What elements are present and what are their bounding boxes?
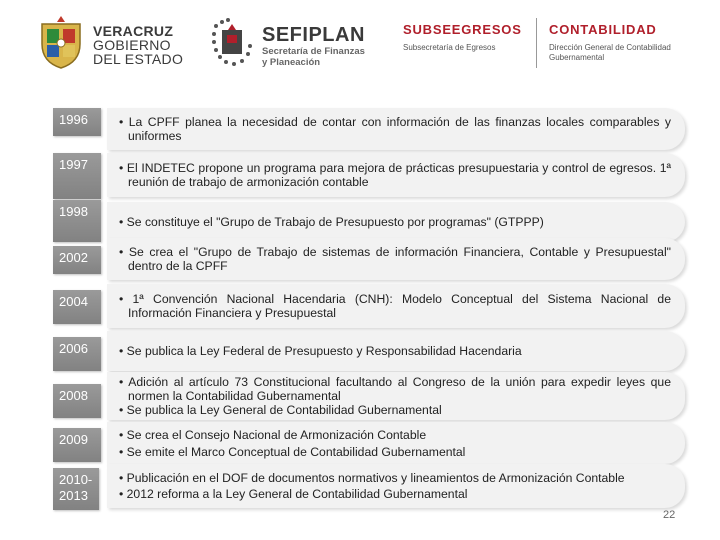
year-box-2004: 2004 [53, 290, 101, 324]
sefiplan-sub2: y Planeación [262, 57, 321, 68]
veracruz-line2: GOBIERNO [93, 37, 171, 53]
sefiplan-name: SEFIPLAN [262, 24, 365, 46]
year-box-2002: 2002 [53, 246, 101, 274]
year-box-2006: 2006 [53, 337, 101, 371]
timeline-row-1997 [107, 153, 685, 197]
year-box-1998: 1998 [53, 200, 101, 242]
timeline-row-2006 [107, 331, 685, 371]
timeline-row-2008 [107, 372, 685, 420]
contabilidad-title: CONTABILIDAD [549, 22, 657, 37]
timeline-item: • Se publica la Ley Federal de Presupuesto y Responsabilidad Hacendaria [119, 344, 522, 358]
veracruz-line1: VERACRUZ [93, 23, 174, 39]
subsegresos-title: SUBSEEGRESOS [403, 22, 522, 37]
year-box-1996: 1996 [53, 108, 101, 136]
subsegresos-desc: Subsecretaría de Egresos [403, 43, 496, 52]
year-box-1997: 1997 [53, 153, 101, 199]
contabilidad-desc2: Gubernamental [549, 53, 605, 62]
sefiplan-sub1: Secretaría de Finanzas [262, 46, 365, 57]
timeline-item: • Adición al artículo 73 Constitucional facultando al Congreso de la unión para expedir leyes que normen la Contabilidad Gubernamental [119, 375, 671, 403]
timeline-row-2009 [107, 422, 685, 464]
timeline-row-1998 [107, 202, 685, 242]
year-box-2008: 2008 [53, 384, 101, 418]
timeline-item: • Se crea el Consejo Nacional de Armonización Contable [119, 427, 427, 442]
timeline-row-1996 [107, 108, 685, 150]
timeline-item: • La CPFF planea la necesidad de contar con información de las finanzas locales comparables y uniformes [119, 115, 671, 143]
timeline-row-2010-2013 [107, 464, 685, 508]
timeline-item: • El INDETEC propone un programa para mejora de prácticas presupuestaria y control de egresos. 1ª reunión de trabajo de armonización contable [119, 161, 671, 189]
timeline-row-2004 [107, 284, 685, 328]
timeline-item: • Se crea el "Grupo de Trabajo de sistemas de información Financiera, Contable y Presupuestal" dentro de la CPFF [119, 245, 671, 273]
contabilidad-desc1: Dirección General de Contabilidad [549, 43, 671, 52]
timeline-item: • 2012 reforma a la Ley General de Contabilidad Gubernamental [119, 487, 468, 501]
page-number: 22 [663, 509, 676, 521]
veracruz-line3: DEL ESTADO [93, 51, 184, 67]
timeline-row-2002 [107, 238, 685, 280]
timeline-item: • 1ª Convención Nacional Hacendaria (CNH): Modelo Conceptual del Sistema Nacional de Información Financiera y Presupuestal [119, 292, 671, 320]
timeline-item: • Se publica la Ley General de Contabilidad Gubernamental [119, 403, 442, 417]
year-box-2010-2013: 2010-2013 [53, 468, 99, 510]
year-box-2009: 2009 [53, 428, 101, 462]
timeline-item: • Se constituye el "Grupo de Trabajo de Presupuesto por programas" (GTPPP) [119, 215, 544, 229]
timeline-item: • Se emite el Marco Conceptual de Contabilidad Gubernamental [119, 444, 466, 459]
timeline-item: • Publicación en el DOF de documentos normativos y lineamientos de Armonización Contable [119, 471, 625, 485]
